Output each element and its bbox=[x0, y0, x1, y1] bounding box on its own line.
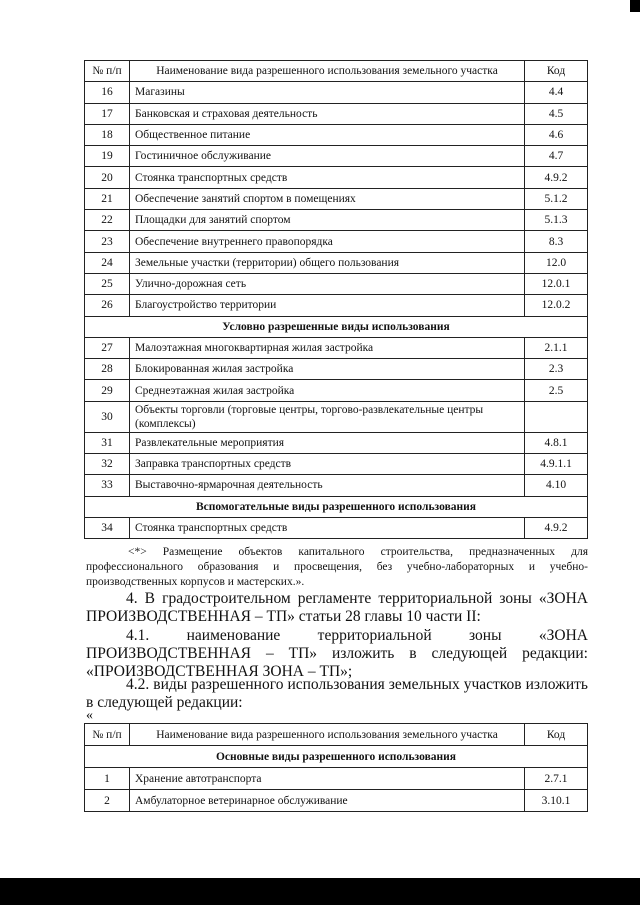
table-row bbox=[85, 790, 588, 812]
row-code: 2.7.1 bbox=[525, 768, 588, 790]
row-name: Амбулаторное ветеринарное обслуживание bbox=[130, 790, 525, 812]
row-code: 2.5 bbox=[525, 380, 588, 401]
row-code: 3.10.1 bbox=[525, 790, 588, 812]
row-code: 2.1.1 bbox=[525, 337, 588, 358]
row-name: Благоустройство территории bbox=[130, 295, 525, 316]
opening-quote: « bbox=[86, 708, 93, 723]
row-code: 4.9.2 bbox=[525, 517, 588, 538]
row-name: Общественное питание bbox=[130, 124, 525, 145]
row-name: Развлекательные мероприятия bbox=[130, 432, 525, 453]
row-name: Блокированная жилая застройка bbox=[130, 359, 525, 380]
section-heading-main: Основные виды разрешенного использования bbox=[85, 746, 588, 768]
table-row bbox=[85, 210, 588, 231]
table-header-row bbox=[85, 61, 588, 82]
row-code: 4.9.1.1 bbox=[525, 454, 588, 475]
row-code: 4.5 bbox=[525, 103, 588, 124]
header-name: Наименование вида разрешенного использования земельного участка bbox=[130, 724, 525, 746]
paragraph-4-1: 4.1. наименование территориальной зоны «ЗОНА ПРОИЗВОДСТВЕННАЯ – ТП» изложить в следующей редакции: «ПРОИЗВОДСТВЕННАЯ ЗОНА – ТП»; bbox=[86, 627, 588, 680]
paragraph-4: 4. В градостроительном регламенте территориальной зоны «ЗОНА ПРОИЗВОДСТВЕННАЯ – ТП» статьи 28 главы 10 части II: bbox=[86, 590, 588, 625]
row-num: 19 bbox=[85, 146, 130, 167]
row-name: Улично-дорожная сеть bbox=[130, 273, 525, 294]
table-row bbox=[85, 380, 588, 401]
row-num: 18 bbox=[85, 124, 130, 145]
row-code: 4.9.2 bbox=[525, 167, 588, 188]
row-code: 12.0.1 bbox=[525, 273, 588, 294]
row-name: Гостиничное обслуживание bbox=[130, 146, 525, 167]
row-num: 20 bbox=[85, 167, 130, 188]
table-row bbox=[85, 146, 588, 167]
header-code: Код bbox=[525, 61, 588, 82]
table-row bbox=[85, 432, 588, 453]
table-row bbox=[85, 167, 588, 188]
row-num: 24 bbox=[85, 252, 130, 273]
row-code: 5.1.3 bbox=[525, 210, 588, 231]
row-num: 29 bbox=[85, 380, 130, 401]
row-code: 8.3 bbox=[525, 231, 588, 252]
table-row bbox=[85, 401, 588, 432]
table-row bbox=[85, 454, 588, 475]
table-row bbox=[85, 475, 588, 496]
table-row bbox=[85, 231, 588, 252]
section-row-main bbox=[85, 746, 588, 768]
land-use-table-new bbox=[84, 723, 588, 812]
row-num: 32 bbox=[85, 454, 130, 475]
row-num: 21 bbox=[85, 188, 130, 209]
row-name: Площадки для занятий спортом bbox=[130, 210, 525, 231]
row-code: 4.10 bbox=[525, 475, 588, 496]
paragraph-4-2: 4.2. виды разрешенного использования земельных участков изложить в следующей редакции: bbox=[86, 676, 588, 711]
row-name: Банковская и страховая деятельность bbox=[130, 103, 525, 124]
section-row-conditional bbox=[85, 316, 588, 337]
table-row bbox=[85, 82, 588, 103]
table-row bbox=[85, 295, 588, 316]
row-name: Объекты торговли (торговые центры, торгово-развлекательные центры (комплексы) bbox=[130, 401, 525, 432]
table-row bbox=[85, 359, 588, 380]
row-code: 12.0 bbox=[525, 252, 588, 273]
section-row-auxiliary bbox=[85, 496, 588, 517]
table-row bbox=[85, 768, 588, 790]
header-name: Наименование вида разрешенного использования земельного участка bbox=[130, 61, 525, 82]
header-num: № п/п bbox=[85, 61, 130, 82]
row-num: 1 bbox=[85, 768, 130, 790]
table-row bbox=[85, 124, 588, 145]
row-num: 26 bbox=[85, 295, 130, 316]
section-heading-conditional: Условно разрешенные виды использования bbox=[85, 316, 588, 337]
table-row bbox=[85, 188, 588, 209]
scan-bottom-bar bbox=[0, 878, 640, 905]
row-name: Выставочно-ярмарочная деятельность bbox=[130, 475, 525, 496]
table-row bbox=[85, 273, 588, 294]
row-name: Земельные участки (территории) общего пользования bbox=[130, 252, 525, 273]
table-row bbox=[85, 103, 588, 124]
land-use-table-continued bbox=[84, 60, 588, 539]
row-num: 34 bbox=[85, 517, 130, 538]
row-name: Обеспечение внутреннего правопорядка bbox=[130, 231, 525, 252]
row-name: Обеспечение занятий спортом в помещениях bbox=[130, 188, 525, 209]
row-name: Заправка транспортных средств bbox=[130, 454, 525, 475]
row-code: 2.3 bbox=[525, 359, 588, 380]
row-code: 4.7 bbox=[525, 146, 588, 167]
row-name: Среднеэтажная жилая застройка bbox=[130, 380, 525, 401]
row-num: 23 bbox=[85, 231, 130, 252]
row-code bbox=[525, 401, 588, 432]
row-num: 16 bbox=[85, 82, 130, 103]
row-name: Магазины bbox=[130, 82, 525, 103]
row-code: 12.0.2 bbox=[525, 295, 588, 316]
row-num: 25 bbox=[85, 273, 130, 294]
footnote: <*> Размещение объектов капитального строительства, предназначенных для профессионального образования и просвещения, без учебно-лабораторных и учебно-производственных корпусов и мастерских.». bbox=[86, 546, 588, 588]
row-num: 2 bbox=[85, 790, 130, 812]
row-num: 27 bbox=[85, 337, 130, 358]
row-num: 31 bbox=[85, 432, 130, 453]
row-name: Стоянка транспортных средств bbox=[130, 517, 525, 538]
row-name: Хранение автотранспорта bbox=[130, 768, 525, 790]
section-heading-auxiliary: Вспомогательные виды разрешенного использования bbox=[85, 496, 588, 517]
row-code: 4.6 bbox=[525, 124, 588, 145]
row-name: Стоянка транспортных средств bbox=[130, 167, 525, 188]
scan-corner-mark bbox=[630, 0, 640, 12]
row-num: 33 bbox=[85, 475, 130, 496]
row-code: 4.4 bbox=[525, 82, 588, 103]
table-row bbox=[85, 517, 588, 538]
table-row bbox=[85, 337, 588, 358]
table-header-row bbox=[85, 724, 588, 746]
header-code: Код bbox=[525, 724, 588, 746]
row-num: 17 bbox=[85, 103, 130, 124]
table-row bbox=[85, 252, 588, 273]
row-num: 22 bbox=[85, 210, 130, 231]
row-name: Малоэтажная многоквартирная жилая застройка bbox=[130, 337, 525, 358]
row-num: 30 bbox=[85, 401, 130, 432]
row-code: 5.1.2 bbox=[525, 188, 588, 209]
row-num: 28 bbox=[85, 359, 130, 380]
header-num: № п/п bbox=[85, 724, 130, 746]
row-code: 4.8.1 bbox=[525, 432, 588, 453]
